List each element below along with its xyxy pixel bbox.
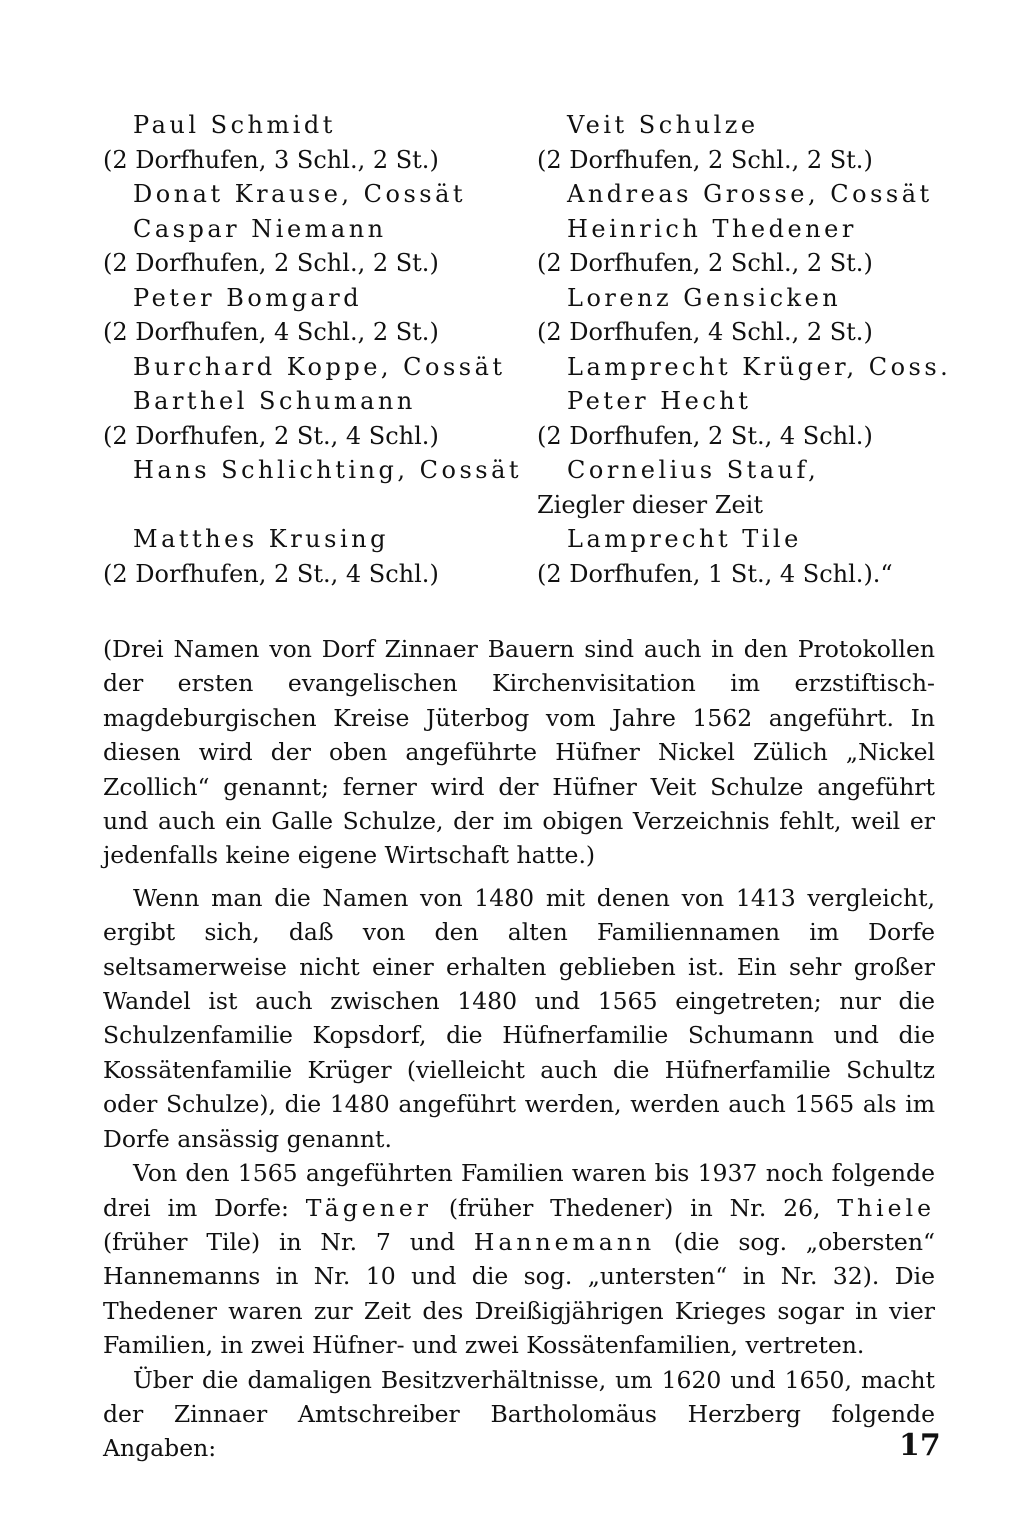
holding-detail: (2 Dorfhufen, 4 Schl., 2 St.) [537, 318, 873, 346]
holding-detail: (2 Dorfhufen, 2 St., 4 Schl.) [103, 421, 439, 450]
paragraph-3 [103, 1156, 935, 1362]
person-name: Barthel Schumann [133, 387, 416, 415]
person-name: Burchard Koppe, Cossät [133, 352, 506, 381]
holding-detail: (2 Dorfhufen, 2 St., 4 Schl.) [537, 421, 873, 450]
holding-detail: (2 Dorfhufen, 2 Schl., 2 St.) [537, 145, 873, 174]
left-name-column [103, 108, 523, 591]
holding-detail: Ziegler dieser Zeit [537, 490, 763, 519]
holding-detail: (2 Dorfhufen, 3 Schl., 2 St.) [103, 145, 439, 174]
text-run: Von den 1565 angeführten Familien waren bis 1937 noch folgende drei im Dorfe: [103, 1159, 935, 1222]
person-name: Donat Krause, Cossät [133, 180, 467, 208]
spacer [103, 488, 523, 523]
person-name: Hans Schlichting, Cossät [133, 456, 523, 484]
person-name: Caspar Niemann [133, 214, 387, 243]
person-name: Lorenz Gensicken [567, 283, 842, 312]
person-name: Paul Schmidt [133, 111, 336, 139]
spaced-surname: Thiele [837, 1193, 936, 1222]
prose-body [103, 632, 935, 1466]
page-number: 17 [899, 1428, 941, 1463]
person-name: Peter Bomgard [133, 283, 363, 312]
person-name: Veit Schulze [567, 111, 759, 139]
person-name: Andreas Grosse, Cossät [567, 180, 933, 208]
text-run: (früher Tile) in Nr. 7 und [103, 1227, 474, 1256]
person-name: Peter Hecht [567, 387, 752, 415]
spaced-surname: Hannemann [473, 1227, 656, 1256]
person-name: Cornelius Stauf, [567, 456, 820, 484]
holding-detail: (2 Dorfhufen, 2 Schl., 2 St.) [103, 249, 439, 277]
holding-detail: (2 Dorfhufen, 2 St., 4 Schl.) [103, 559, 439, 588]
paragraph-2 [103, 881, 935, 1156]
text-run: (Drei Namen von Dorf Zinnaer Bauern sind auch in den Protokollen der ersten evangelischen Kirchenvisitation im erzstiftisch-magdeburgischen Kreise Jüterbog vom Jahre 1562 angeführt. In diesen wird der oben angeführte Hüfner Nickel Zülich „Nickel Zcollich“ genannt; ferner wird der Hüfner Veit Schulze angeführt und auch ein Galle Schulze, der im obigen Verzeichnis fehlt, weil er jedenfalls keine eigene Wirtschaft hatte.) [103, 635, 935, 870]
spaced-surname: Tägener [305, 1193, 432, 1222]
person-name: Matthes Krusing [133, 525, 389, 553]
holding-detail: (2 Dorfhufen, 4 Schl., 2 St.) [103, 318, 439, 346]
holding-detail: (2 Dorfhufen, 1 St., 4 Schl.).“ [537, 559, 893, 588]
paragraph-1 [103, 632, 935, 873]
text-run: (früher Thedener) in Nr. 26, [432, 1193, 838, 1222]
text-run: Wenn man die Namen von 1480 mit denen von 1413 vergleicht, ergibt sich, daß von den alten Familiennamen im Dorfe seltsamerweise nicht einer erhalten geblieben ist. Ein sehr großer Wandel ist auch zwischen 1480 und 1565 eingetreten; nur die Schulzenfamilie Kopsdorf, die Hüfnerfamilie Schumann und die Kossätenfamilie Krüger (vielleicht auch die Hüfnerfamilie Schultz oder Schulze), die 1480 angeführt werden, werden auch 1565 als im Dorfe ansässig genannt. [103, 883, 935, 1153]
person-name: Lamprecht Tile [567, 525, 802, 553]
paragraph-4 [103, 1363, 935, 1466]
text-run: Über die damaligen Besitzverhältnisse, um 1620 und 1650, macht der Zinnaer Amtschreiber Bartholomäus Herzberg folgende Angaben: [103, 1365, 935, 1463]
right-name-column [537, 108, 957, 591]
person-name: Heinrich Thedener [567, 214, 857, 243]
text-run: (die sog. „obersten“ Hannemanns in Nr. 10 und die sog. „untersten“ in Nr. 32). Die Thedener waren zur Zeit des Dreißigjährigen Krieges sogar in vier Familien, in zwei Hüfner- und zwei Kossätenfamilien, vertreten. [103, 1227, 935, 1360]
person-name: Lamprecht Krüger, Coss. [567, 352, 952, 381]
holding-detail: (2 Dorfhufen, 2 Schl., 2 St.) [537, 249, 873, 277]
